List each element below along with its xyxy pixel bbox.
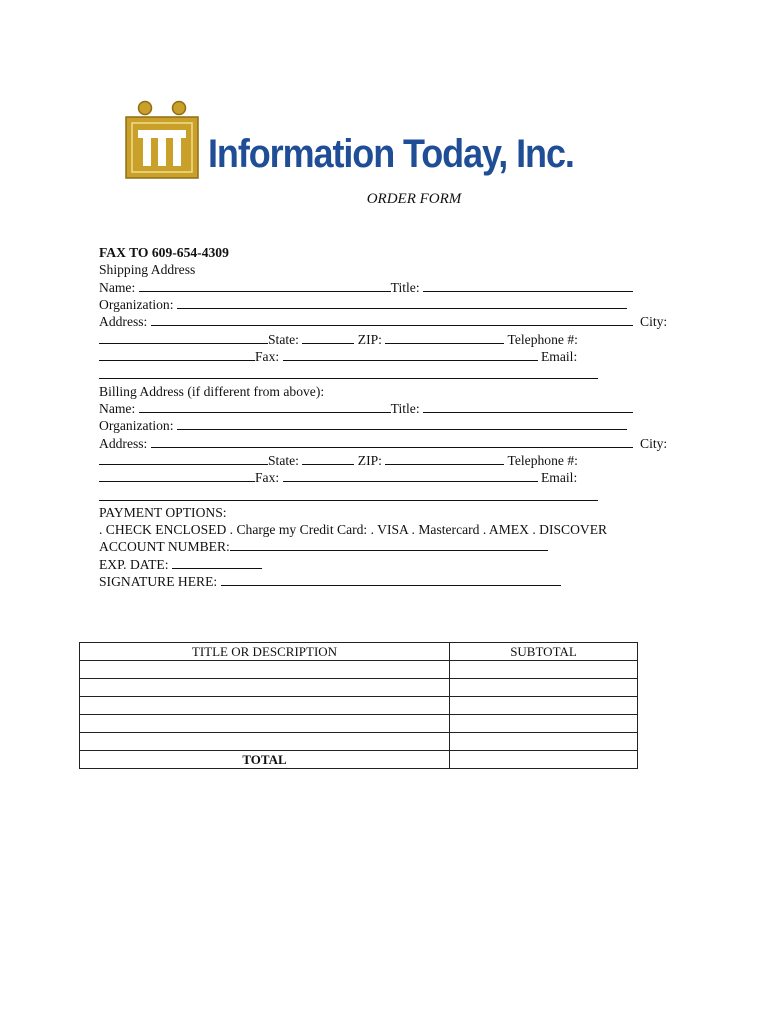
billing-address-field[interactable] — [151, 435, 633, 448]
shipping-org-field[interactable] — [177, 296, 627, 309]
col-subtotal-header: SUBTOTAL — [450, 643, 638, 661]
billing-name-label: Name: — [99, 401, 136, 416]
form-title: ORDER FORM — [366, 191, 462, 207]
billing-address-row — [99, 435, 633, 452]
shipping-phone-field[interactable] — [99, 348, 255, 361]
billing-fax-field[interactable] — [283, 469, 538, 482]
billing-phone-label: Telephone #: — [507, 453, 578, 468]
shipping-address-label: Address: — [99, 314, 148, 329]
billing-title-label: Title: — [390, 401, 420, 416]
billing-zip-label: ZIP: — [357, 453, 382, 468]
shipping-phone-label: Telephone #: — [507, 332, 578, 347]
shipping-name-label: Name: — [99, 280, 136, 295]
billing-phone-field[interactable] — [99, 469, 255, 482]
shipping-zip-label: ZIP: — [357, 332, 382, 347]
table-row — [80, 679, 638, 697]
item-subtotal-cell[interactable] — [450, 733, 638, 751]
billing-email-field[interactable] — [99, 500, 598, 501]
total-row — [80, 751, 638, 769]
item-subtotal-cell[interactable] — [450, 697, 638, 715]
company-logo-icon — [124, 100, 204, 180]
shipping-state-field[interactable] — [302, 331, 354, 344]
shipping-zip-field[interactable] — [385, 331, 504, 344]
item-subtotal-cell[interactable] — [450, 715, 638, 733]
shipping-title-label: Title: — [390, 280, 420, 295]
shipping-email-field[interactable] — [99, 378, 598, 379]
shipping-org-label: Organization: — [99, 297, 174, 312]
col-title-header: TITLE OR DESCRIPTION — [80, 643, 450, 661]
account-number-label: ACCOUNT NUMBER: — [99, 539, 230, 554]
billing-address-label: Address: — [99, 436, 148, 451]
account-number-row — [99, 538, 548, 555]
item-subtotal-cell[interactable] — [450, 679, 638, 697]
billing-name-row — [99, 400, 633, 417]
item-subtotal-cell[interactable] — [450, 661, 638, 679]
item-description-cell[interactable] — [80, 715, 450, 733]
billing-email-label: Email: — [540, 470, 578, 485]
billing-city-label: City: — [640, 436, 668, 451]
shipping-state-row — [99, 331, 578, 348]
item-description-cell[interactable] — [80, 679, 450, 697]
signature-field[interactable] — [221, 573, 561, 586]
shipping-name-row — [99, 279, 633, 296]
shipping-state-label: State: — [268, 332, 299, 347]
shipping-city-label: City: — [640, 314, 668, 329]
billing-org-row — [99, 417, 627, 434]
fax-number: FAX TO 609-654-4309 — [99, 245, 229, 260]
table-row — [80, 715, 638, 733]
table-row — [80, 661, 638, 679]
billing-title-field[interactable] — [423, 400, 633, 413]
table-row — [80, 733, 638, 751]
table-header-row — [80, 643, 638, 661]
shipping-heading: Shipping Address — [99, 262, 196, 277]
shipping-org-row — [99, 296, 627, 313]
signature-row — [99, 573, 561, 590]
billing-city-field[interactable] — [99, 452, 268, 465]
exp-date-row — [99, 556, 262, 573]
shipping-fax-row — [99, 348, 577, 365]
total-label: TOTAL — [80, 751, 450, 769]
signature-label: SIGNATURE HERE: — [99, 574, 218, 589]
billing-org-label: Organization: — [99, 418, 174, 433]
exp-date-field[interactable] — [172, 556, 262, 569]
company-name: Information Today, Inc. — [208, 132, 574, 176]
order-items-table — [79, 642, 638, 769]
billing-state-row — [99, 452, 578, 469]
shipping-address-row — [99, 313, 633, 330]
shipping-name-field[interactable] — [139, 279, 391, 292]
shipping-email-label: Email: — [540, 349, 578, 364]
shipping-fax-field[interactable] — [283, 348, 538, 361]
total-value-cell[interactable] — [450, 751, 638, 769]
payment-options: . CHECK ENCLOSED . Charge my Credit Card: . VISA . Mastercard . AMEX . DISCOVER — [99, 522, 608, 537]
billing-state-field[interactable] — [302, 452, 354, 465]
shipping-address-field[interactable] — [151, 313, 633, 326]
exp-date-label: EXP. DATE: — [99, 557, 169, 572]
billing-zip-field[interactable] — [385, 452, 504, 465]
item-description-cell[interactable] — [80, 733, 450, 751]
billing-state-label: State: — [268, 453, 299, 468]
account-number-field[interactable] — [230, 538, 548, 551]
shipping-fax-label: Fax: — [255, 349, 280, 364]
item-description-cell[interactable] — [80, 661, 450, 679]
billing-fax-row — [99, 469, 577, 486]
billing-heading: Billing Address (if different from above): — [99, 384, 325, 399]
payment-heading: PAYMENT OPTIONS: — [99, 505, 227, 520]
shipping-city-field[interactable] — [99, 331, 268, 344]
billing-fax-label: Fax: — [255, 470, 280, 485]
table-row — [80, 697, 638, 715]
shipping-title-field[interactable] — [423, 279, 633, 292]
billing-name-field[interactable] — [139, 400, 391, 413]
item-description-cell[interactable] — [80, 697, 450, 715]
billing-org-field[interactable] — [177, 417, 627, 430]
